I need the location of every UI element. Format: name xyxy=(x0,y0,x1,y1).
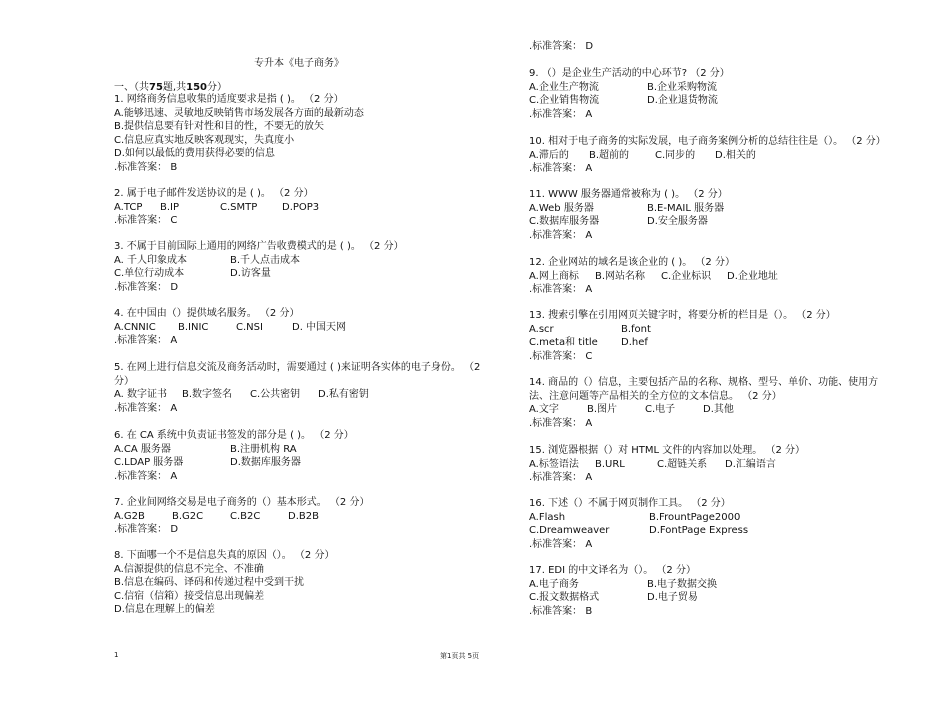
option-row xyxy=(114,456,354,470)
option: A.电子商务 xyxy=(529,578,579,590)
option: B.图片 xyxy=(587,404,618,415)
question-stem: 5. 在网上进行信息交流及商务活动时，需要通过 ( )来证明各实体的电子身份。 （2 xyxy=(114,362,481,373)
option-row xyxy=(114,201,319,215)
option: B.G2C xyxy=(172,510,204,522)
page-info: 第1页共 5页 xyxy=(440,652,480,660)
question-stem: 3. 不属于目前国际上通用的网络广告收费模式的是 ( )。 （2 分） xyxy=(114,241,404,252)
option: A.CA 服务器 xyxy=(114,443,171,455)
option: C.信宿（信箱）接受信息出现偏差 xyxy=(114,590,265,602)
option-row xyxy=(114,576,334,590)
question-stem: 1. 网络商务信息收集的适度要求是指 ( )。 （2 分） xyxy=(114,94,344,105)
option: C.meta和 title xyxy=(529,337,598,348)
standard-answer: .标准答案： D xyxy=(114,281,179,293)
option: D.B2B xyxy=(288,510,319,522)
option: A.文字 xyxy=(529,404,559,415)
standard-answer: .标准答案： A xyxy=(529,417,593,429)
standard-answer: .标准答案： D xyxy=(529,41,594,52)
option: C.公共密钥 xyxy=(250,389,301,400)
option: A.滞后的 xyxy=(529,149,569,161)
option-row xyxy=(529,81,730,95)
option: B.信息在编码、译码和传递过程中受到干扰 xyxy=(114,577,305,588)
standard-answer: .标准答案： A xyxy=(114,335,178,346)
option-row xyxy=(529,149,886,163)
question-stem: 2. 属于电子邮件发送协议的是 ( )。 （2 分） xyxy=(114,188,314,199)
option-row xyxy=(114,134,364,148)
question-stem: 15. 浏览器根据（）对 HTML 文件的内容加以处理。 （2 分） xyxy=(529,445,805,456)
option: A. 数字证书 xyxy=(114,389,168,400)
option: D.安全服务器 xyxy=(647,216,708,227)
option: C.信息应真实地反映客观现实，失真度小 xyxy=(114,134,295,146)
option: B.E-MAIL 服务器 xyxy=(647,202,725,214)
option: D.企业退货物流 xyxy=(647,95,718,106)
question-block xyxy=(114,549,334,617)
question-block xyxy=(529,40,593,54)
option: D.如何以最低的费用获得必要的信息 xyxy=(114,148,275,159)
question-stem: 6. 在 CA 系统中负责证书签发的部分是 ( )。 （2 分） xyxy=(114,430,354,441)
option-row xyxy=(529,524,748,538)
option: B.超前的 xyxy=(589,149,630,161)
question-block xyxy=(529,444,805,485)
question-block xyxy=(529,188,728,242)
standard-answer: .标准答案： D xyxy=(114,524,179,535)
standard-answer: .标准答案： A xyxy=(529,538,593,550)
question-stem: 11. WWW 服务器通常被称为 ( )。 （2 分） xyxy=(529,189,728,200)
question-stem: 13. 搜索引擎在引用网页关键字时，将要分析的栏目是（）。 （2 分） xyxy=(529,310,836,321)
option: D.数据库服务器 xyxy=(230,457,301,468)
question-block xyxy=(529,376,878,430)
question-stem: 17. EDI 的中文译名为（）。 （2 分） xyxy=(529,565,696,576)
standard-answer: .标准答案： A xyxy=(529,163,593,174)
option: A.能够迅速、灵敏地反映销售市场发展各方面的最新动态 xyxy=(114,107,364,119)
question-block xyxy=(529,256,778,297)
option: A.网上商标 xyxy=(529,270,579,282)
option-row xyxy=(114,590,334,604)
option: B.IP xyxy=(160,201,180,213)
question-stem: 16. 下述（）不属于网页制作工具。 （2 分） xyxy=(529,498,731,509)
option: C.LDAP 服务器 xyxy=(114,457,184,468)
option: A.TCP xyxy=(114,201,143,213)
standard-answer: .标准答案： A xyxy=(114,470,178,482)
option-row xyxy=(529,458,805,472)
option: A.CNNIC xyxy=(114,321,156,333)
option-row xyxy=(114,321,346,335)
option: D.私有密钥 xyxy=(318,389,369,400)
question-block xyxy=(114,429,354,483)
standard-answer: .标准答案： A xyxy=(114,402,178,414)
option: D. 中国天网 xyxy=(292,321,347,333)
option-row xyxy=(529,215,728,229)
option: B.font xyxy=(621,323,651,335)
standard-answer: .标准答案： B xyxy=(529,605,593,617)
option-row xyxy=(529,591,717,605)
standard-answer: .标准答案： A xyxy=(529,284,593,295)
option: B.企业采购物流 xyxy=(647,81,718,93)
option: D.访客量 xyxy=(230,268,271,279)
option-row xyxy=(529,94,730,108)
option: C.NSI xyxy=(236,321,263,333)
option-row xyxy=(529,202,728,216)
option: B.INIC xyxy=(178,321,209,333)
option: B.千人点击成本 xyxy=(230,254,301,266)
option-row xyxy=(114,510,369,524)
option: D.其他 xyxy=(703,404,734,415)
standard-answer: .标准答案： C xyxy=(114,215,178,226)
option: C.超链关系 xyxy=(657,458,708,470)
option-row xyxy=(114,443,354,457)
section-heading: 一、（共75题,共150分） xyxy=(114,82,227,93)
option: A.标签语法 xyxy=(529,458,579,470)
option-row xyxy=(529,336,836,350)
question-block xyxy=(114,240,404,294)
question-stem: 7. 企业间网络交易是电子商务的（）基本形式。 （2 分） xyxy=(114,497,370,508)
question-stem: 10. 相对于电子商务的实际发展，电子商务案例分析的总结往往是（）。 （2 分） xyxy=(529,136,886,147)
option: A.scr xyxy=(529,323,554,335)
document-title: 专升本《电子商务》 xyxy=(254,58,344,69)
option-row xyxy=(114,267,404,281)
option-row xyxy=(114,107,364,121)
option: C.同步的 xyxy=(655,149,696,161)
question-stem: 法、注意问题等产品相关的全方位的文本信息。 （2 分） xyxy=(529,390,782,402)
option: D.hef xyxy=(621,337,648,348)
option: D.POP3 xyxy=(282,201,320,213)
option: C.B2C xyxy=(230,510,261,522)
standard-answer: .标准答案： C xyxy=(529,350,593,362)
option: A.信源提供的信息不完全、不准确 xyxy=(114,563,264,575)
option-row xyxy=(114,563,334,577)
option-row xyxy=(114,603,334,617)
option: B.URL xyxy=(595,458,625,470)
option: C.单位行动成本 xyxy=(114,268,185,279)
option: B.FrountPage2000 xyxy=(649,511,741,523)
question-block xyxy=(114,307,346,348)
option: C.数据库服务器 xyxy=(529,216,600,227)
option: C.企业标识 xyxy=(661,270,712,282)
question-stem: 12. 企业网站的域名是该企业的 ( )。 （2 分） xyxy=(529,257,735,268)
option: C.Dreamweaver xyxy=(529,525,610,536)
question-block xyxy=(529,564,717,618)
option-row xyxy=(114,147,364,161)
question-block xyxy=(114,496,369,537)
option: A.企业生产物流 xyxy=(529,81,599,93)
option-row xyxy=(529,578,717,592)
option-row xyxy=(529,403,878,417)
option: B.电子数据交换 xyxy=(647,578,718,590)
question-block xyxy=(529,309,836,363)
option: A. 千人印象成本 xyxy=(114,254,188,266)
question-stem: 4. 在中国由（）提供域名服务。 （2 分） xyxy=(114,308,300,319)
option: A.Flash xyxy=(529,511,566,523)
question-block xyxy=(529,497,748,551)
option-row xyxy=(114,120,364,134)
option-row xyxy=(114,254,404,268)
option-row xyxy=(529,511,748,525)
question-block xyxy=(114,93,364,174)
option: C.企业销售物流 xyxy=(529,95,600,106)
option: D.汇编语言 xyxy=(725,458,776,470)
option-row xyxy=(529,270,778,284)
option: B.数字签名 xyxy=(182,389,233,400)
option: D.企业地址 xyxy=(727,270,778,282)
standard-answer: .标准答案： A xyxy=(529,108,593,120)
option: A.G2B xyxy=(114,510,145,522)
question-block xyxy=(529,135,886,176)
question-stem: 分） xyxy=(114,375,134,387)
option: B.提供信息要有针对性和目的性，不要无的放矢 xyxy=(114,121,325,132)
option: D.相关的 xyxy=(715,149,756,161)
question-block xyxy=(114,187,319,228)
question-stem: 14. 商品的（）信息，主要包括产品的名称、规格、型号、单价、功能、使用方 xyxy=(529,377,879,388)
option: A.Web 服务器 xyxy=(529,202,594,214)
option-row xyxy=(114,388,480,402)
question-block xyxy=(114,361,480,415)
option: D.电子贸易 xyxy=(647,592,698,603)
option: D.FontPage Express xyxy=(649,525,749,536)
option: C.SMTP xyxy=(220,201,258,213)
option: B.网站名称 xyxy=(595,270,646,282)
option: C.报文数据格式 xyxy=(529,592,600,603)
question-block xyxy=(529,67,730,121)
question-stem: 8. 下面哪一个不是信息失真的原因（）。 （2 分） xyxy=(114,550,335,561)
option: D.信息在理解上的偏差 xyxy=(114,604,215,615)
question-stem: 9. （）是企业生产活动的中心环节? （2 分） xyxy=(529,68,730,79)
option-row xyxy=(529,323,836,337)
standard-answer: .标准答案： B xyxy=(114,161,178,173)
option: B.注册机构 RA xyxy=(230,443,297,455)
page-number: 1 xyxy=(114,651,119,659)
standard-answer: .标准答案： A xyxy=(529,472,593,483)
standard-answer: .标准答案： A xyxy=(529,229,593,241)
option: C.电子 xyxy=(645,404,676,415)
